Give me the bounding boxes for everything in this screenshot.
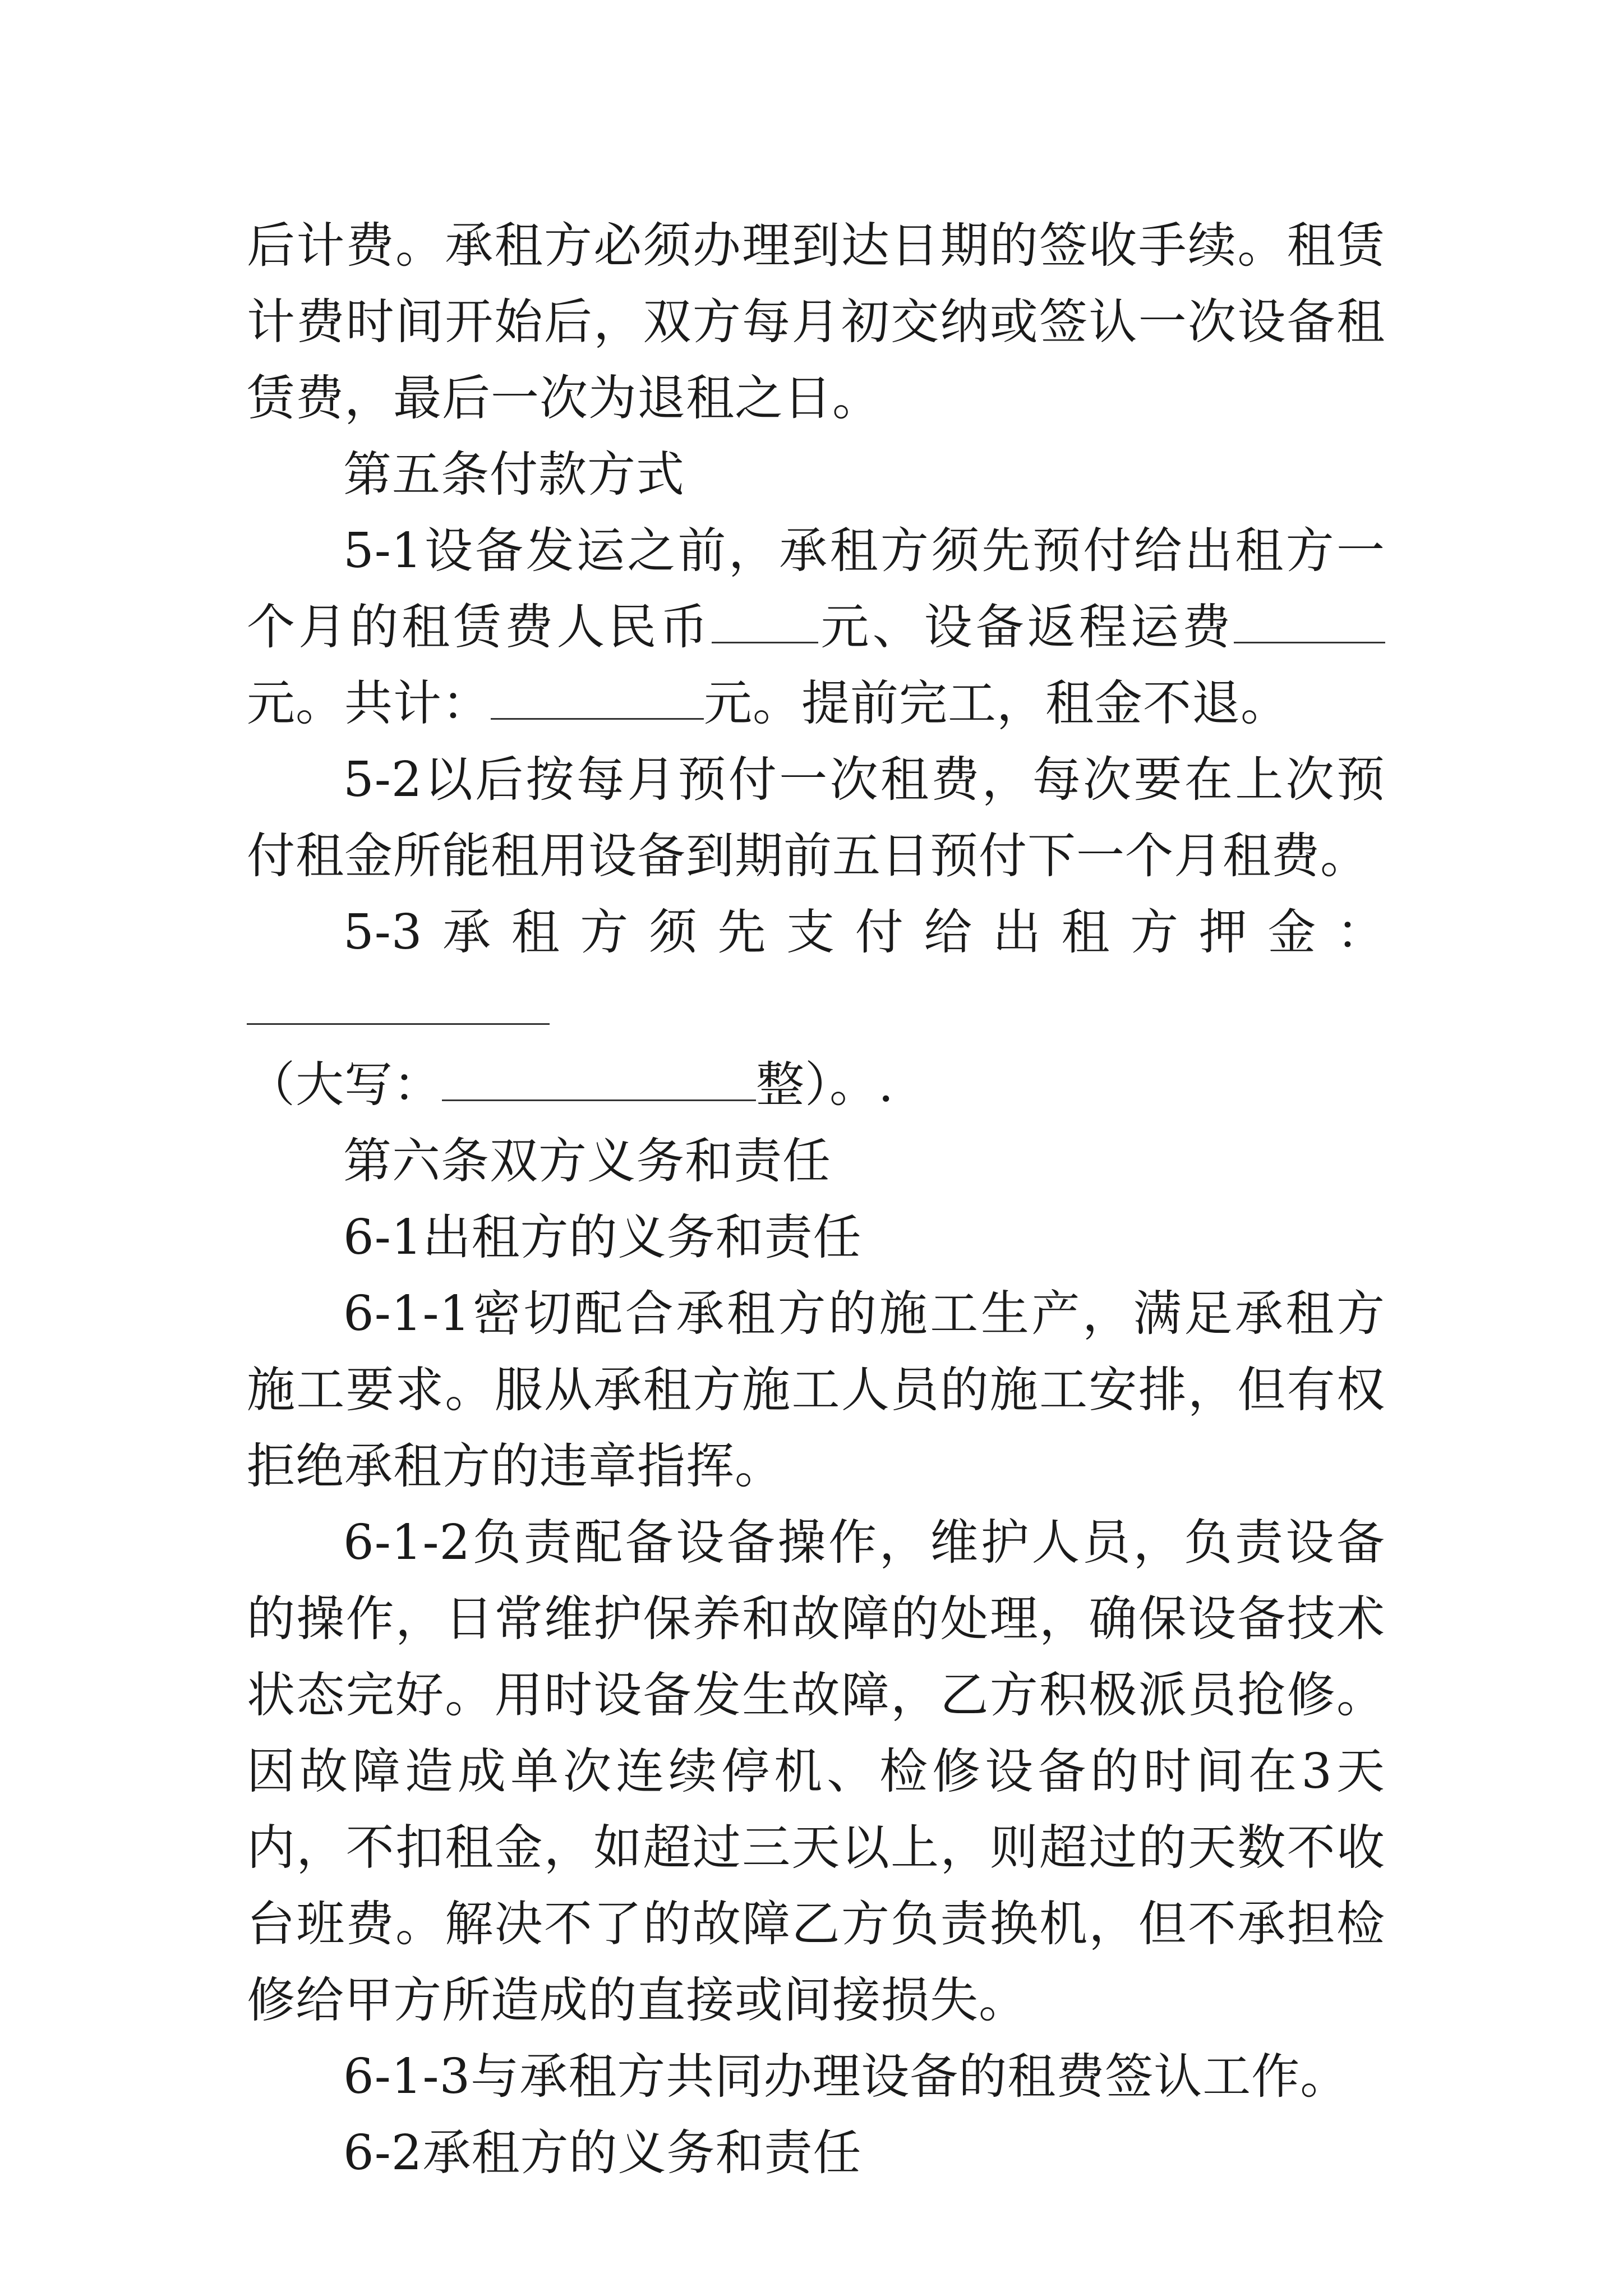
heading-6-1: 6-1出租方的义务和责任 [343, 1209, 862, 1266]
text-5-3-a: 5-3承租方须先支付给出租方押金： [343, 904, 1385, 960]
heading-article-6: 第六条双方义务和责任 [343, 1133, 831, 1189]
blank-deposit-in-words [442, 1053, 756, 1101]
blank-return-freight [1234, 596, 1385, 643]
text-5-1-d: 元。提前完工，租金不退。 [704, 675, 1289, 731]
paragraph-billing-start: 后计费。承租方必须办理到达日期的签收手续。租赁计费时间开始后，双方每月初交纳或签认一次设备租赁费，最后一次为退租之日。 [247, 218, 1385, 426]
paragraph-6-1-2: 6-1-2负责配备设备操作，维护人员，负责设备的操作，日常维护保养和故障的处理，确保设备技术状态完好。用时设备发生故障，乙方积极派员抢修。因故障造成单次连续停机、检修设备的时间在3天内，不扣租金，如超过三天以上，则超过的天数不收台班费。解决不了的故障乙方负责换机，但不承担检修给甲方所造成的直接或间接损失。 [247, 1515, 1385, 2028]
text-5-3-b: （大写： [247, 1057, 442, 1113]
paragraph-6-1-3: 6-1-3与承租方共同办理设备的租费签认工作。 [343, 2049, 1349, 2105]
document-body [247, 208, 1385, 2191]
heading-article-5: 第五条付款方式 [343, 447, 685, 503]
heading-6-2: 6-2承租方的义务和责任 [343, 2125, 862, 2181]
paragraph-5-2: 5-2以后按每月预付一次租费，每次要在上次预付租金所能租用设备到期前五日预付下一个月租费。 [247, 752, 1385, 884]
text-5-3-c: 整）。. [756, 1057, 895, 1113]
blank-deposit-amount [247, 977, 550, 1025]
paragraph-5-1 [247, 513, 1385, 742]
paragraph-6-1-1: 6-1-1密切配合承租方的施工生产，满足承租方施工要求。服从承租方施工人员的施工安排，但有权拒绝承租方的违章指挥。 [247, 1286, 1385, 1494]
text-5-1-c: 元。共计： [247, 675, 491, 731]
paragraph-5-3 [247, 894, 1385, 1123]
blank-total-amount [491, 672, 704, 720]
blank-rent-amount [712, 596, 818, 643]
text-5-1-a: 5-1设备发运之前，承租方须先预付给出租方一个月的租赁费人民币 [247, 523, 1385, 655]
text-5-1-b: 元、设备返程运费 [818, 599, 1234, 655]
